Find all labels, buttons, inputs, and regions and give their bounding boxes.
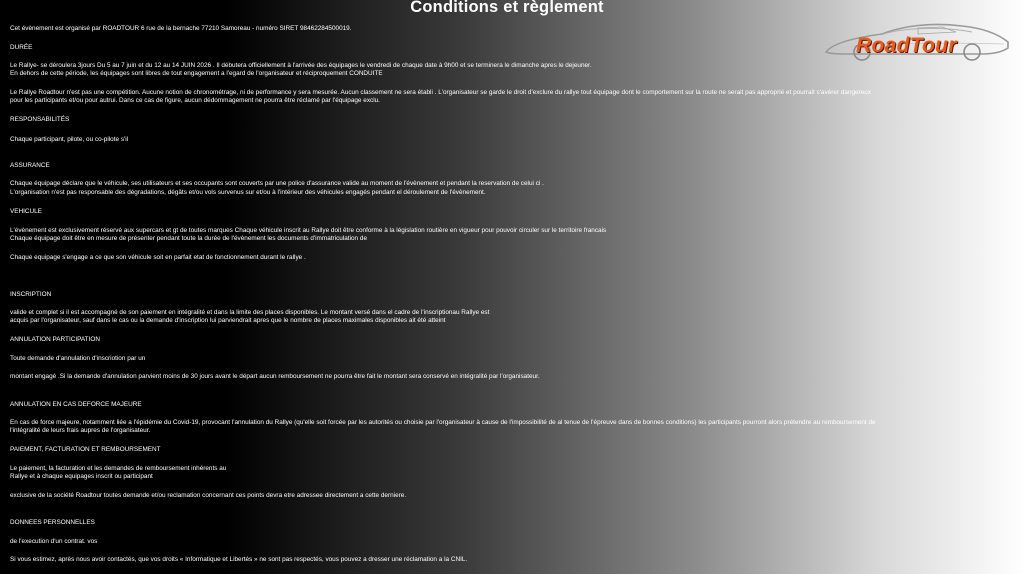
paiement-text-3: exclusive de la société Roadtour toutes demande et/ou reclamation concernant ces points devra etre adressee directement a cette derniere. <box>10 492 407 499</box>
section-heading-force-majeure: ANNULATION EN CAS DEFORCE MAJEURE <box>10 401 142 408</box>
section-heading-assurance: ASSURANCE <box>10 162 50 169</box>
assurance-text-1: Chaque équipage déclare que le véhicule, ses utilisateurs et ses occupants sont couverts par une police d'assurance valide au moment de l'évènement et pendant la reservation de celui ci . <box>10 180 544 187</box>
inscription-text-1: valide et complet si il est accompagné de son paiement en intégralité et dans la limite des places disponibles. Le montant versé dans el cadre de l'inscriptionau Rallye est <box>10 309 490 316</box>
duree-text-2: En dehors de cette période, les équipages sont libres de tout engagement a l'egard de l'organisateur et réciproquement CONDUITE <box>10 70 383 77</box>
paiement-text-2: Rallye et à chaque equipages inscrit ou participant <box>10 473 153 480</box>
conduite-text-2: pour les participants et/ou pour autrui. Dans ce cas de figure, aucun dédommagement ne pourra être réclamé par l'équipage exclu. <box>10 97 380 104</box>
inscription-text-2: acquis par l'organisateur, sauf dans le cas ou la demande d'inscription lui parviendrait apres que le nombre de places maximales disponibles ait été atteint <box>10 317 446 324</box>
section-heading-responsabilites: RESPONSABILITÉS <box>10 116 70 123</box>
responsabilites-text: Chaque participant, pilote, ou co-pilote s'il <box>10 136 129 143</box>
duree-text-1: Le Rallye- se déroulera 3jours Du 5 au 7 juin et du 12 au 14 JUIN 2026 . Il débutera officiellement à l'arrivée des équipages le vendredi de chaque date à 9h00 et se terminera le dimanche apres le dejeuner. <box>10 62 592 69</box>
annulation-text-1: Toute demande d'annulation d'inscriotion par un <box>10 355 146 362</box>
section-heading-duree: DURÉE <box>10 44 33 51</box>
force-majeure-text-2: l'intégralité de leurs frais aupres de l'organisateur. <box>10 427 151 434</box>
annulation-text-2: montant engagé .Si la demande d'annulation parvient moins de 30 jours avant le départ aucun remboursement ne pourra être fait le montant sera conservé en intégralité par l'organisateur. <box>10 373 540 380</box>
section-heading-donnees: DONNEES PERSONNELLES <box>10 519 95 526</box>
section-heading-vehicule: VEHICULE <box>10 208 42 215</box>
roadtour-logo <box>822 14 1012 64</box>
donnees-text-2: Si vous estimez, après nous avoir contactés, que vos droits « Informatique et Libertés » ne sont pas respectés, vous pouvez a dresser une réclamation a la CNIL. <box>10 556 468 563</box>
conduite-text-1: Le Rallye Roadtour n'est pas une compétition. Aucune notion de chronométrage, ni de performance y sera mesurée. Aucun classement ne sera établi . L'organisateur se garde le droit d'exclure du rallye tout équipage dont le comportement sur la route ne serait pas approprié et pourrait s'avérer dangereux <box>10 89 872 96</box>
paiement-text-1: Le paiement, la facturation et les demandes de remboursement inhérents au <box>10 465 227 472</box>
section-heading-inscription: INSCRIPTION <box>10 291 52 298</box>
vehicule-text-3: Chaque equipage s'engage a ce que son véhicule soit en parfait etat de fonctionnement durant le rallye . <box>10 254 306 261</box>
section-heading-paiement: PAIEMENT, FACTURATION ET REMBOURSEMENT <box>10 446 161 453</box>
page-title: Conditions et règlement <box>410 0 604 16</box>
assurance-text-2: L'organisation n'est pas responsable des dégradations, dégâts et/ou vols survenus sur et/ou à l'intérieur des véhicules engagés pendant el déroulement de l'évènement. <box>10 189 486 196</box>
donnees-text-1: de l'execution d'un contrat. vos <box>10 538 98 545</box>
organizer-line: Cet évènement est organisé par ROADTOUR 6 rue de la bernache 77210 Samoreau - numéro SIRET 98462284500019. <box>10 25 352 32</box>
force-majeure-text-1: En cas de force majeure, notamment liée a l'épidémie du Covid-19, provocant l'annulation du Rallye (qu'elle soit forcée par les autorités ou choisie par l'organisateur à cause de l'impossibilité de al tenue de l'épreuve dans de bonnes conditions) les participants pourront alors prétendre au remboursement de <box>10 419 876 426</box>
vehicule-text-2: Chaque équipage doit être en mesure de présenter pendant toute la durée de l'évènement les documents d'immatriculation de <box>10 235 367 242</box>
logo-wordmark: RoadTour <box>856 34 957 57</box>
vehicule-text-1: L'évènement est exclusivement réservé aux supercars et gt de toutes marques Chaque véhicule inscrit au Rallye doit être conforme à la législation routière en vigueur pour pouvoir circuler sur le territoire francais <box>10 227 607 234</box>
section-heading-annulation: ANNULATION PARTICIPATION <box>10 336 100 343</box>
